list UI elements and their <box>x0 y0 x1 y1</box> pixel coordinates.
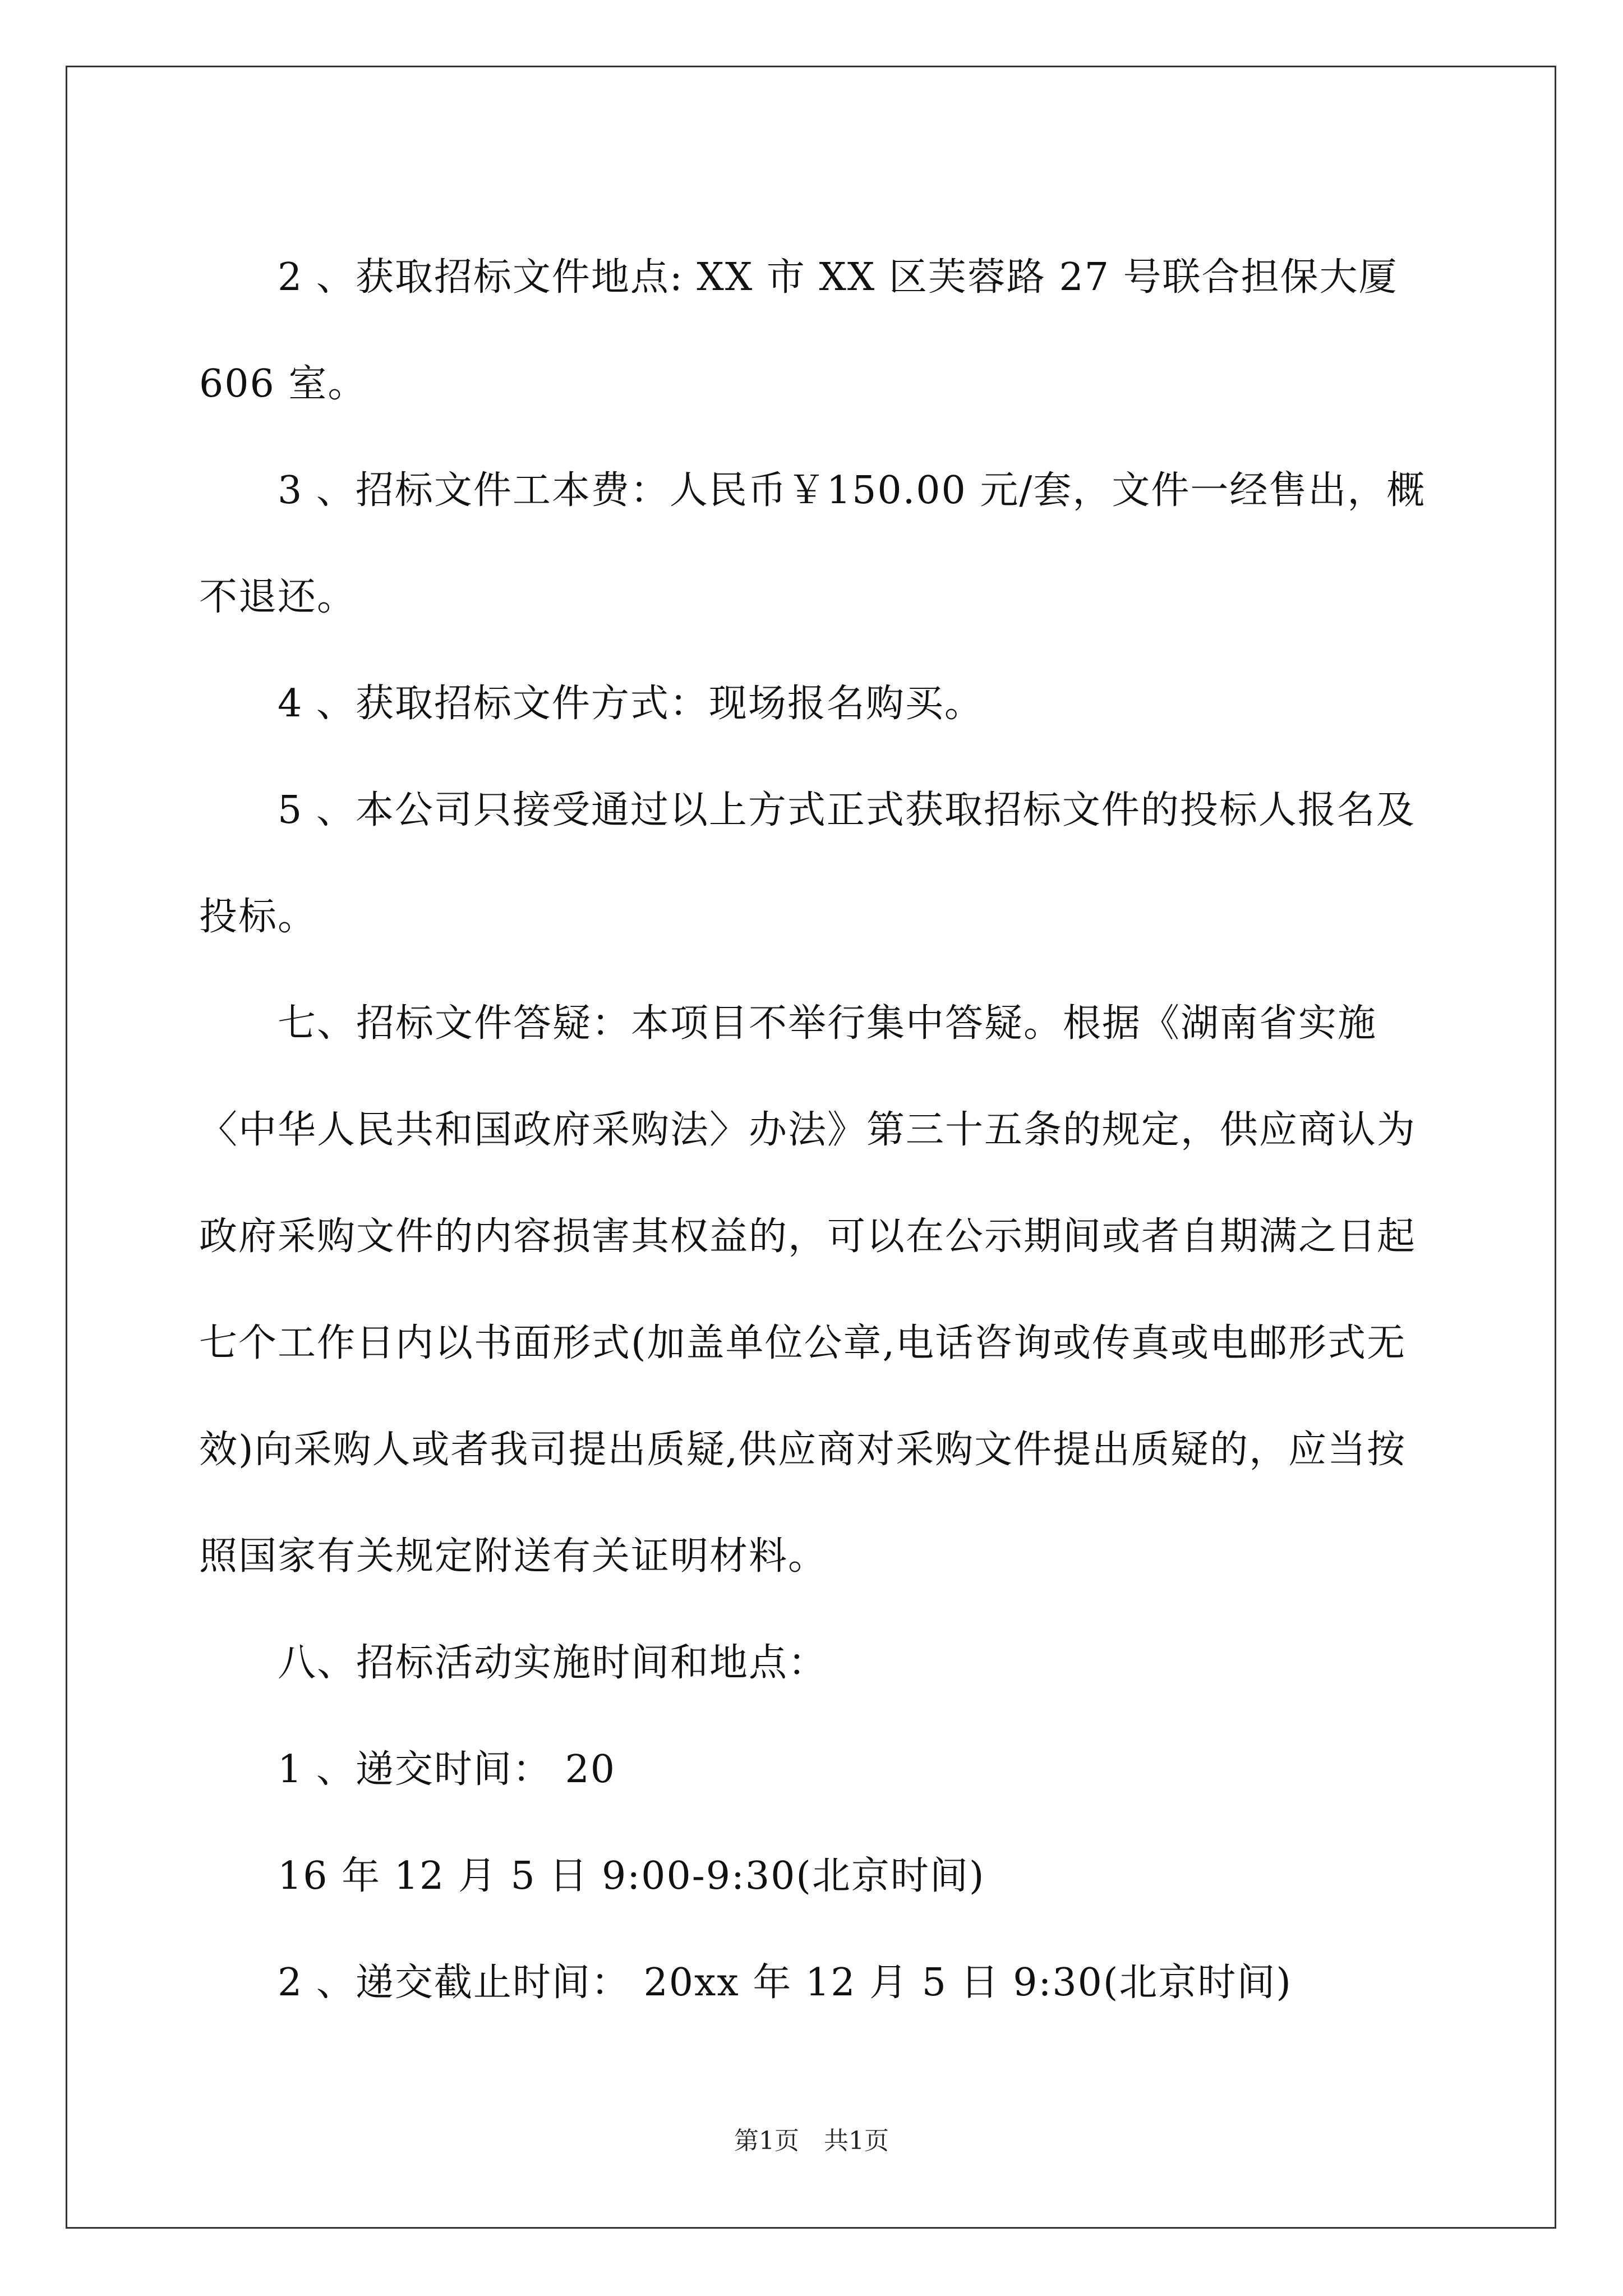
page-footer: 第1页 共1页 <box>734 2127 889 2155</box>
paragraph-section-eight-heading: 八、招标活动实施时间和地点： <box>278 1641 828 1685</box>
paragraph-submission-deadline: 2 、递交截止时间： 20xx 年 12 月 5 日 9:30(北京时间) <box>278 1961 1292 2005</box>
paragraph-submission-time-date: 16 年 12 月 5 日 9:00-9:30(北京时间) <box>278 1854 985 1898</box>
paragraph-submission-time: 1 、递交时间： 20 <box>278 1747 616 1792</box>
document-body <box>199 224 1438 2036</box>
paragraph-bid-doc-location: 2 、获取招标文件地点: XX 市 XX 区芙蓉路 27 号联合担保大厦 606 室。 <box>199 255 1398 406</box>
paragraph-bid-doc-fee: 3 、招标文件工本费：人民币￥150.00 元/套，文件一经售出，概不退还。 <box>199 468 1426 619</box>
paragraph-bidder-acceptance: 5 、本公司只接受通过以上方式正式获取招标文件的投标人报名及投标。 <box>199 788 1415 939</box>
paragraph-bid-doc-qa: 七、招标文件答疑：本项目不举行集中答疑。根据《湖南省实施〈中华人民共和国政府采购法〉办法》第三十五条的规定，供应商认为政府采购文件的内容损害其权益的，可以在公示期间或者自期满之日起七个工作日内以书面形式(加盖单位公章,电话咨询或传真或电邮形式无效)向采购人或者我司提出质疑,供应商对采购文件提出质疑的，应当按照国家有关规定附送有关证明材料。 <box>199 1001 1417 1579</box>
paragraph-bid-doc-method: 4 、获取招标文件方式：现场报名购买。 <box>278 682 984 726</box>
